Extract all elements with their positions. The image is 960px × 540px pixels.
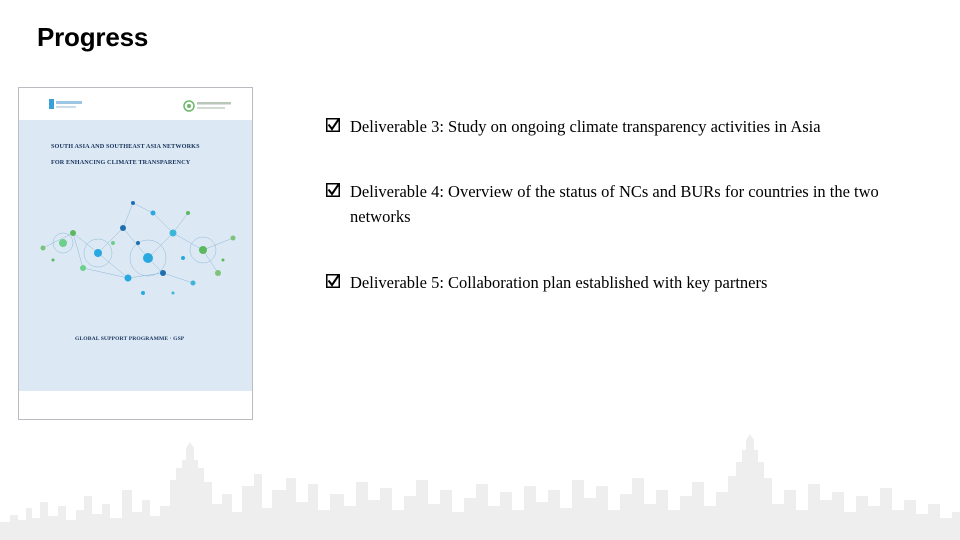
undp-logo-icon bbox=[49, 98, 85, 112]
checked-box-icon bbox=[326, 183, 340, 197]
report-cover-image bbox=[18, 87, 253, 420]
deliverable-text: Deliverable 4: Overview of the status of NCs and BURs for countries in the two networks bbox=[350, 182, 879, 226]
deliverable-item-3 bbox=[326, 114, 926, 139]
cover-title bbox=[51, 139, 241, 171]
deliverable-text: Deliverable 3: Study on ongoing climate transparency activities in Asia bbox=[350, 117, 821, 136]
gsp-logo-icon bbox=[183, 99, 235, 113]
deliverable-item-4 bbox=[326, 179, 926, 229]
deliverables-list bbox=[326, 114, 926, 295]
cover-bottom-band bbox=[19, 391, 252, 419]
checked-box-icon bbox=[326, 118, 340, 132]
checked-box-icon bbox=[326, 274, 340, 288]
cover-header bbox=[19, 88, 252, 120]
cover-footer: GLOBAL SUPPORT PROGRAMME · GSP bbox=[75, 336, 185, 342]
deliverable-text: Deliverable 5: Collaboration plan established with key partners bbox=[350, 273, 768, 292]
deliverable-item-5 bbox=[326, 270, 926, 295]
cover-title-line-2: FOR ENHANCING CLIMATE TRANSPARENCY bbox=[51, 159, 191, 166]
cover-title-line-1: SOUTH ASIA AND SOUTHEAST ASIA NETWORKS bbox=[51, 143, 200, 150]
slide-title: Progress bbox=[37, 22, 149, 52]
city-skyline-decoration bbox=[0, 420, 960, 540]
network-graphic-icon bbox=[23, 188, 248, 308]
